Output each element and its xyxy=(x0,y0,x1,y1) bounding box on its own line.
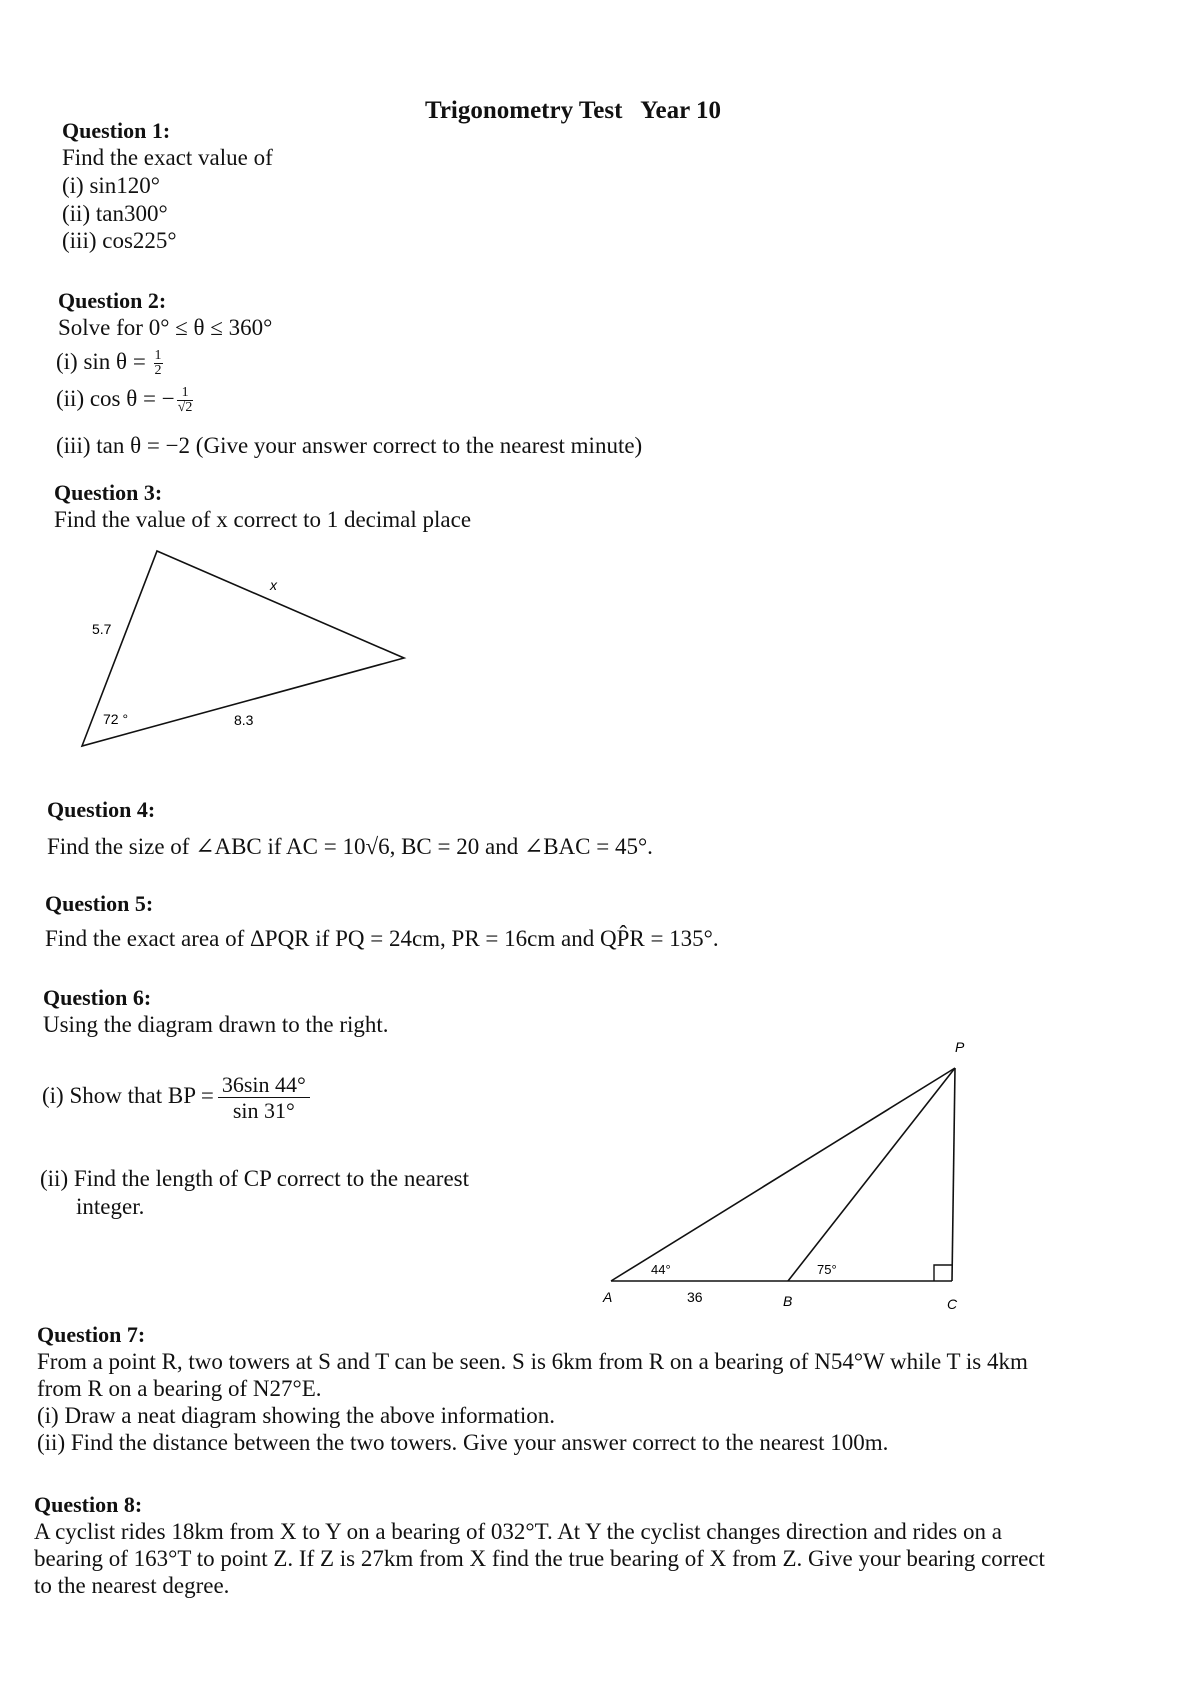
right-angle-marker xyxy=(934,1265,952,1281)
question-5 xyxy=(45,891,719,953)
question-4-text: Find the size of ∠ABC if AC = 10√6, BC = 20 and ∠BAC = 45°. xyxy=(47,834,653,860)
question-6-diagram xyxy=(602,1039,965,1312)
question-3-prompt: Find the value of x correct to 1 decimal place xyxy=(54,507,472,533)
question-5-heading: Question 5: xyxy=(45,891,154,916)
question-8-heading: Question 8: xyxy=(34,1492,143,1517)
question-8-line-2: bearing of 163°T to point Z. If Z is 27km from X find the true bearing of X from Z. Give your bearing correct xyxy=(34,1546,1045,1571)
question-1-heading: Question 1: xyxy=(62,118,171,143)
question-7-heading: Question 7: xyxy=(37,1322,146,1347)
side-label-x: x xyxy=(270,577,277,593)
question-4-heading: Question 4: xyxy=(47,797,156,822)
side-label-left: 5.7 xyxy=(92,621,112,637)
question-7 xyxy=(37,1321,1028,1456)
question-6-prompt: Using the diagram drawn to the right. xyxy=(43,1012,389,1038)
question-5-text: Find the exact area of ΔPQR if PQ = 24cm, PR = 16cm and QP̂R = 135°. xyxy=(45,926,719,952)
angle-label-75: 75° xyxy=(817,1262,837,1277)
fraction-bp xyxy=(218,1072,310,1124)
question-2-prompt: Solve for 0° ≤ θ ≤ 360° xyxy=(58,315,273,341)
question-2-part-iii: (iii) tan θ = −2 (Give your answer correct to the nearest minute) xyxy=(56,433,643,458)
question-8-line-1: A cyclist rides 18km from X to Y on a bearing of 032°T. At Y the cyclist changes direction and rides on a xyxy=(34,1519,1002,1544)
question-2-part-i-label: (i) sin θ = xyxy=(56,349,152,374)
fraction-numerator: 1 xyxy=(177,386,194,401)
question-7-line-3: (i) Draw a neat diagram showing the above information. xyxy=(37,1403,555,1428)
side-label-36: 36 xyxy=(687,1289,703,1305)
angle-label-44: 44° xyxy=(651,1262,671,1277)
fraction-denominator: √2 xyxy=(177,400,193,416)
question-1-prompt: Find the exact value of xyxy=(62,145,273,171)
fraction-numerator: 36sin 44° xyxy=(218,1072,310,1098)
question-6-part-ii xyxy=(40,1165,469,1220)
question-6-part-ii-line-2: integer. xyxy=(76,1193,145,1219)
fraction-numerator: 1 xyxy=(154,348,162,364)
question-7-line-4: (ii) Find the distance between the two towers. Give your answer correct to the nearest 100m. xyxy=(37,1430,889,1455)
question-8 xyxy=(34,1491,1045,1599)
fraction-denominator: 2 xyxy=(154,363,162,379)
question-1-part-iii: (iii) cos225° xyxy=(62,228,177,254)
point-label-a: A xyxy=(603,1289,613,1305)
question-6-part-ii-line-1: (ii) Find the length of CP correct to the nearest xyxy=(40,1166,470,1191)
question-4 xyxy=(47,797,653,861)
question-8-line-3: to the nearest degree. xyxy=(34,1573,230,1598)
question-2-heading: Question 2: xyxy=(58,288,167,313)
question-1-part-i: (i) sin120° xyxy=(62,172,160,198)
question-1-part-ii: (ii) tan300° xyxy=(62,200,168,226)
side-label-bottom: 8.3 xyxy=(234,712,254,728)
point-label-b: B xyxy=(783,1293,793,1309)
question-6 xyxy=(43,985,389,1039)
point-label-p: P xyxy=(955,1039,965,1055)
question-7-line-1: From a point R, two towers at S and T can be seen. S is 6km from R on a bearing of N54°W while T is 4km xyxy=(37,1349,1028,1374)
question-2-part-ii-label: (ii) cos θ = − xyxy=(56,386,175,411)
question-6-heading: Question 6: xyxy=(43,985,152,1010)
question-7-line-2: from R on a bearing of N27°E. xyxy=(37,1376,322,1401)
fraction-denominator: sin 31° xyxy=(232,1098,295,1124)
question-3-heading: Question 3: xyxy=(54,480,163,505)
question-6-part-i xyxy=(42,1072,310,1124)
side-line-ap xyxy=(611,1068,955,1281)
point-label-c: C xyxy=(947,1296,958,1312)
side-line-bp xyxy=(788,1068,955,1281)
angle-label-72: 72 ° xyxy=(103,711,129,727)
page-title: Trigonometry Test Year 10 xyxy=(425,97,722,124)
question-6-part-i-label: (i) Show that BP = xyxy=(42,1083,214,1109)
side-line-cp xyxy=(952,1068,955,1281)
